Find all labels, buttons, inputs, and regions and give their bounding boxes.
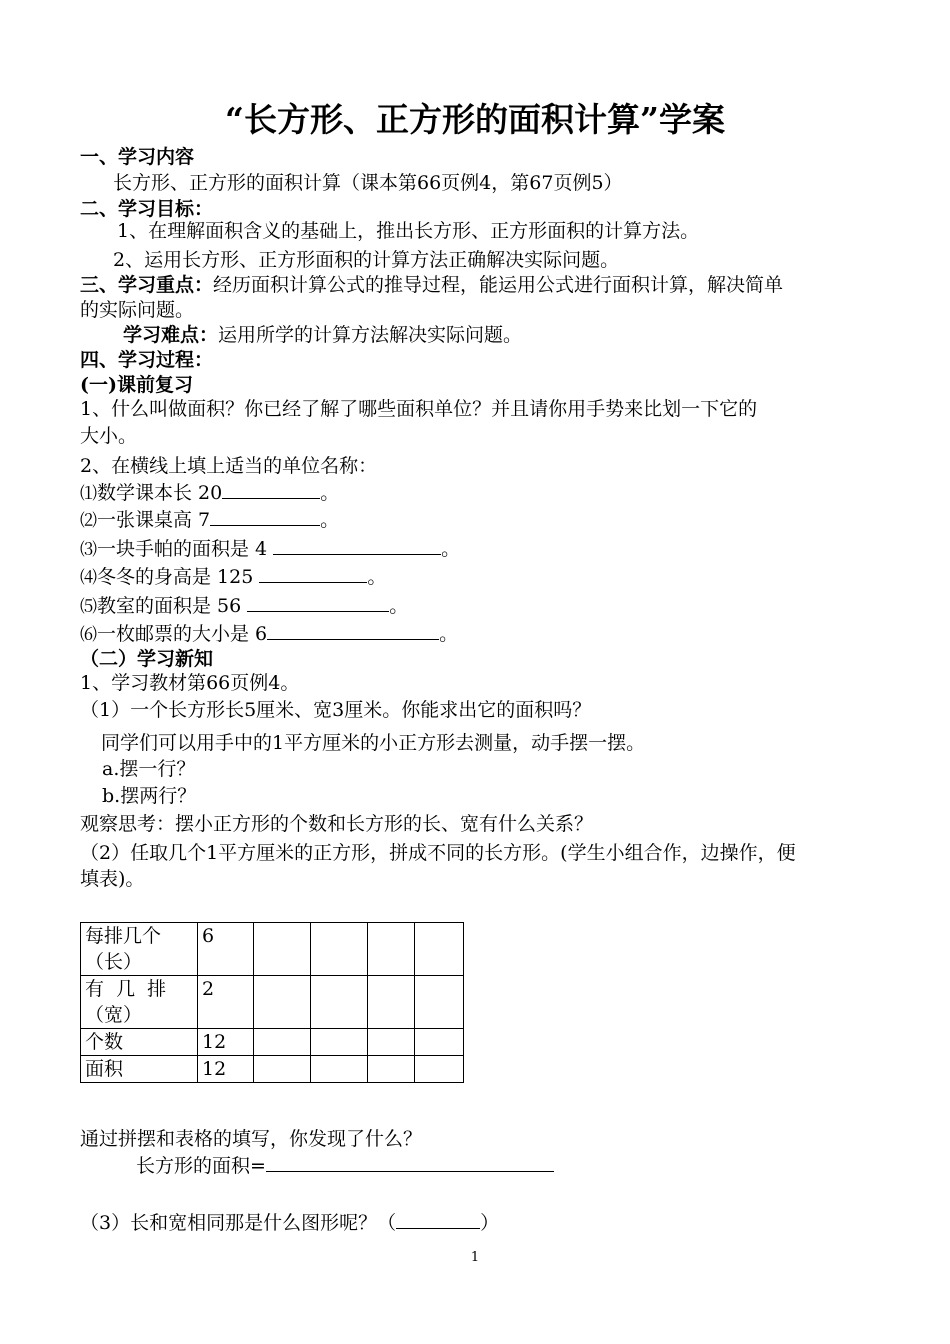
answer-blank[interactable] xyxy=(273,536,441,555)
after-l3: （3）长和宽相同那是什么图形呢？（ ） xyxy=(80,1212,500,1234)
blank-cell[interactable] xyxy=(368,923,415,976)
fill-item-5: ⑸教室的面积是 56 。 xyxy=(80,595,409,617)
row-label-cell: 有 几 排 （宽） xyxy=(81,976,198,1029)
table-row xyxy=(81,1056,464,1083)
fill-item-4: ⑷冬冬的身高是 125 。 xyxy=(80,566,387,588)
blank-cell[interactable] xyxy=(311,976,368,1029)
blank-cell[interactable] xyxy=(254,923,311,976)
section-3-line xyxy=(80,272,783,298)
blank-cell[interactable] xyxy=(311,1029,368,1056)
key-point-text: 经历面积计算公式的推导过程，能运用公式进行面积计算，解决简单 xyxy=(213,274,784,296)
new-l8: 填表)。 xyxy=(80,868,145,890)
table-row xyxy=(81,923,464,976)
fill-item-3: ⑶一块手帕的面积是 4 。 xyxy=(80,538,461,560)
goal-item-2: 2、运用长方形、正方形面积的计算方法正确解决实际问题。 xyxy=(113,249,620,271)
answer-blank[interactable] xyxy=(396,1210,480,1229)
goal-item-1: 1、在理解面积含义的基础上，推出长方形、正方形面积的计算方法。 xyxy=(117,220,700,242)
new-l2: （1）一个长方形长5厘米、宽3厘米。你能求出它的面积吗？ xyxy=(80,699,592,721)
value-cell: 6 xyxy=(198,923,254,976)
difficulty-line xyxy=(123,322,522,348)
key-point-text-cont: 的实际问题。 xyxy=(80,299,195,321)
row-label-cell: 面积 xyxy=(81,1056,198,1083)
new-l6: 观察思考：摆小正方形的个数和长方形的长、宽有什么关系？ xyxy=(80,813,594,835)
blank-cell[interactable] xyxy=(254,1029,311,1056)
section-4-heading: 四、学习过程： xyxy=(80,349,214,371)
fill-item-6: ⑹一枚邮票的大小是 6 。 xyxy=(80,623,459,645)
blank-cell[interactable] xyxy=(254,1056,311,1083)
fill-table xyxy=(80,922,464,1083)
after-l1: 通过拼摆和表格的填写，你发现了什么？ xyxy=(80,1128,423,1150)
review-q1: 1、什么叫做面积？你已经了解了哪些面积单位？并且请你用手势来比划一下它的 xyxy=(80,398,758,420)
value-cell: 12 xyxy=(198,1029,254,1056)
page-number: 1 xyxy=(470,1250,480,1265)
section-1-content: 长方形、正方形的面积计算（课本第66页例4，第67页例5） xyxy=(113,172,623,194)
new-l3: 同学们可以用手中的1平方厘米的小正方形去测量，动手摆一摆。 xyxy=(101,732,646,754)
new-l1: 1、学习教材第66页例4。 xyxy=(80,672,300,694)
value-cell: 12 xyxy=(198,1056,254,1083)
section-3-heading: 三、学习重点： xyxy=(80,274,214,296)
section-1-heading: 一、学习内容 xyxy=(80,146,195,168)
new-l5: b.摆两行？ xyxy=(102,785,197,807)
area-formula-line: 长方形的面积= xyxy=(136,1153,554,1179)
difficulty-text: 运用所学的计算方法解决实际问题。 xyxy=(218,324,523,346)
answer-blank[interactable] xyxy=(259,564,367,583)
new-knowledge-heading: （二）学习新知 xyxy=(80,648,214,670)
answer-blank[interactable] xyxy=(247,593,389,612)
fill-item-2: ⑵一张课桌高 7 。 xyxy=(80,509,340,531)
blank-cell[interactable] xyxy=(311,923,368,976)
table-row xyxy=(81,976,464,1029)
review-q1-cont: 大小。 xyxy=(80,425,138,447)
answer-blank[interactable] xyxy=(267,621,439,640)
answer-blank[interactable] xyxy=(210,507,320,526)
blank-cell[interactable] xyxy=(415,923,464,976)
blank-cell[interactable] xyxy=(368,1056,415,1083)
new-l7: （2）任取几个1平方厘米的正方形，拼成不同的长方形。(学生小组合作，边操作，便 xyxy=(80,842,796,864)
answer-blank[interactable] xyxy=(222,480,320,499)
answer-blank[interactable] xyxy=(266,1153,554,1172)
blank-cell[interactable] xyxy=(415,976,464,1029)
row-label-cell: 每排几个 （长） xyxy=(81,923,198,976)
blank-cell[interactable] xyxy=(415,1056,464,1083)
page-title: “长方形、正方形的面积计算”学案 xyxy=(225,100,725,139)
new-l4: a.摆一行？ xyxy=(102,758,196,780)
blank-cell[interactable] xyxy=(415,1029,464,1056)
value-cell: 2 xyxy=(198,976,254,1029)
fill-item-1: ⑴数学课本长 20 。 xyxy=(80,482,340,504)
blank-cell[interactable] xyxy=(368,976,415,1029)
blank-cell[interactable] xyxy=(311,1056,368,1083)
table-row xyxy=(81,1029,464,1056)
section-2-heading: 二、学习目标： xyxy=(80,198,214,220)
difficulty-heading: 学习难点： xyxy=(123,324,219,346)
row-label-cell: 个数 xyxy=(81,1029,198,1056)
review-q2: 2、在横线上填上适当的单位名称： xyxy=(80,455,378,477)
blank-cell[interactable] xyxy=(254,976,311,1029)
review-heading: (一)课前复习 xyxy=(80,374,193,396)
blank-cell[interactable] xyxy=(368,1029,415,1056)
